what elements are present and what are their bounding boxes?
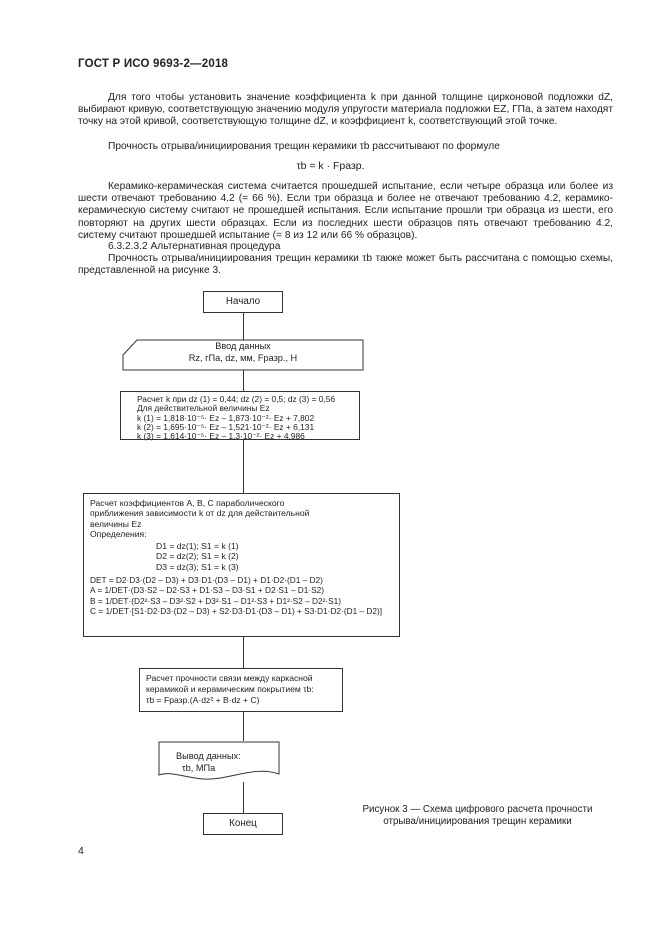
bond-strength-box <box>139 668 343 712</box>
output-title: Вывод данных: <box>176 751 241 761</box>
coeff-formula: A = 1/DET·(D3·S2 – D2·S3 + D1·S3 – D3·S1 + D2·S1 – D1·S2) <box>90 585 325 596</box>
coeff-heading-line: Определения: <box>90 528 147 539</box>
connector <box>243 439 244 493</box>
coeff-heading-line: величины Ez <box>90 518 142 529</box>
flowchart-end: Конец <box>203 813 283 835</box>
coeff-heading-line: Расчет коэффициентов А, В, С параболического <box>90 498 285 508</box>
connector <box>243 312 244 341</box>
connector <box>243 369 244 391</box>
calc-k-line: Расчет k при dz (1) = 0,44; dz (2) = 0,5; dz (3) = 0,56 <box>137 394 336 404</box>
coeff-definition: D1 = dz(1); S1 = k (1) <box>156 541 239 552</box>
bond-line: Расчет прочности связи между каркасной <box>146 673 313 683</box>
connector <box>243 636 244 668</box>
document-header: ГОСТ Р ИСО 9693-2—2018 <box>78 58 229 70</box>
coeff-heading-line: приближения зависимости k от dz для действительной <box>90 508 310 519</box>
strength-formula: τb = k · Fразр. <box>296 160 365 172</box>
coeff-formula: DET = D2·D3·(D2 – D3) + D3·D1·(D3 – D1) + D1·D2·(D1 – D2) <box>90 575 323 586</box>
connector <box>243 711 244 741</box>
input-title: Ввод данных <box>215 341 271 351</box>
flowchart-start: Начало <box>203 291 283 313</box>
input-parameters: Rz, гПа, dz, мм, Fразр., Н <box>188 353 298 363</box>
coeff-definitions <box>90 541 399 572</box>
connector <box>243 782 244 813</box>
section-heading: 6.3.2.3.2 Альтернативная процедура <box>108 241 281 252</box>
calc-k-line: k (3) = 1,614·10⁻⁵· Ez – 1,3·10⁻²· Ez + 4,986 <box>137 431 305 442</box>
output-block <box>176 751 276 774</box>
coefficients-box <box>83 493 400 637</box>
paragraph-alternative: Прочность отрыва/инициирования трещин керамики τb также может быть рассчитана с помощью схемы, представленной на рисунке 3. <box>78 253 613 277</box>
calc-k-box <box>120 391 360 440</box>
input-block <box>122 340 364 364</box>
coeff-definition: D3 = dz(3); S1 = k (3) <box>156 561 239 572</box>
figure-caption: Рисунок 3 — Схема цифрового расчета прочности отрыва/инициирования трещин керамики <box>362 804 593 827</box>
output-unit: τb, МПа <box>182 762 216 773</box>
paragraph-pass-criteria: Керамико-керамическая система считается прошедшей испытание, если четыре образца или более из шести отвечают требованию 4.2 (= 66 %). Если три образца и более не отвечают требованию 4.2, керамико-керамическую систему считают не прошедшей испытания. Если испытание прошли три образца из шести, его повторяют на других шести образцах. Если из последних шести образцов пять отвечают требованию 4.2, систему считают прошедшей испытание (= 8 из 12 или 66 % образцов). <box>78 181 613 241</box>
bond-line: керамикой и керамическим покрытием τb: <box>146 684 314 694</box>
coeff-formulas <box>90 575 399 616</box>
calc-k-line: k (1) = 1,818·10⁻⁵· Ez – 1,873·10⁻²· Ez + 7,802 <box>137 412 315 423</box>
bond-line: τb = Fразр.(A·dz² + B·dz + C) <box>146 695 260 705</box>
calc-k-line: Для действительной величины Ez <box>137 403 270 414</box>
page-number: 4 <box>78 845 84 857</box>
coeff-formula: B = 1/DET·(D2²·S3 – D3²·S2 + D3²·S1 – D1²·S3 + D1²·S2 – D2²·S1) <box>90 595 342 606</box>
paragraph-strength-formula-intro: Прочность отрыва/инициирования трещин керамики τb рассчитывают по формуле <box>108 141 500 152</box>
coeff-formula: C = 1/DET·[S1·D2·D3·(D2 – D3) + S2·D3·D1·(D3 – D1) + S3·D1·D2·(D1 – D2)] <box>90 605 383 616</box>
calc-k-line: k (2) = 1,695·10⁻⁵· Ez – 1,521·10⁻²· Ez + 6,131 <box>137 421 315 432</box>
coeff-definition: D2 = dz(2); S1 = k (2) <box>156 551 239 562</box>
paragraph-k-selection: Для того чтобы установить значение коэффициента k при данной толщине цирконовой подложки dZ, выбирают кривую, соответствующую значению модуля упругости материала подложки EZ, ГПа, а затем находят точку на этой кривой, соответствующую толщине dZ, и коэффициент k, соответствующий этой точке. <box>78 92 613 128</box>
